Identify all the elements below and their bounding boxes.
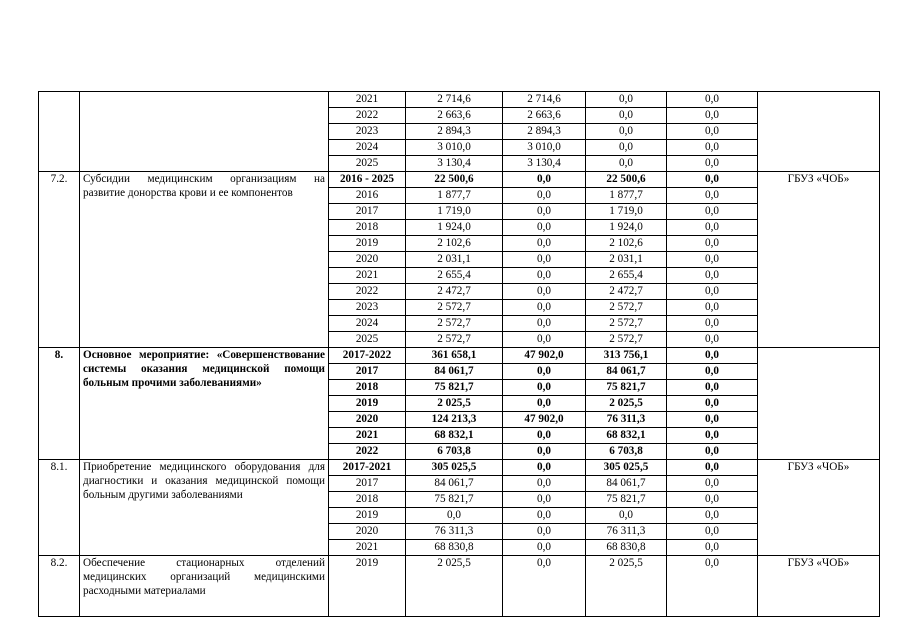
- other-cell: 0,0: [667, 188, 758, 204]
- federal-cell: 0,0: [503, 492, 586, 508]
- table-row: [39, 92, 880, 108]
- executor-cell: ГБУЗ «ЧОБ»: [758, 556, 880, 617]
- regional-cell: 2 655,4: [586, 268, 667, 284]
- total-cell: 0,0: [406, 508, 503, 524]
- regional-cell: 2 472,7: [586, 284, 667, 300]
- total-cell: 2 031,1: [406, 252, 503, 268]
- other-cell: 0,0: [667, 444, 758, 460]
- measure-name: Приобретение медицинского оборудования для диагностики и оказания медицинской помощи больным другими заболеваниями: [80, 460, 329, 556]
- year-cell: 2017-2021: [329, 460, 406, 476]
- year-cell: 2021: [329, 428, 406, 444]
- other-cell: 0,0: [667, 524, 758, 540]
- federal-cell: 0,0: [503, 396, 586, 412]
- measure-name: Основное мероприятие: «Совершенствование системы оказания медицинской помощи больным прочими заболеваниями»: [80, 348, 329, 460]
- federal-cell: 0,0: [503, 524, 586, 540]
- federal-cell: 2 894,3: [503, 124, 586, 140]
- federal-cell: 0,0: [503, 252, 586, 268]
- regional-cell: 76 311,3: [586, 412, 667, 428]
- year-cell: 2019: [329, 396, 406, 412]
- regional-cell: 75 821,7: [586, 380, 667, 396]
- year-cell: 2018: [329, 492, 406, 508]
- table-row: [39, 348, 880, 364]
- total-cell: 1 719,0: [406, 204, 503, 220]
- other-cell: 0,0: [667, 172, 758, 188]
- regional-cell: 1 719,0: [586, 204, 667, 220]
- year-cell: 2017: [329, 476, 406, 492]
- total-cell: 76 311,3: [406, 524, 503, 540]
- total-cell: 22 500,6: [406, 172, 503, 188]
- other-cell: 0,0: [667, 316, 758, 332]
- regional-cell: 2 031,1: [586, 252, 667, 268]
- federal-cell: 0,0: [503, 364, 586, 380]
- other-cell: 0,0: [667, 300, 758, 316]
- total-cell: 3 130,4: [406, 156, 503, 172]
- year-cell: 2025: [329, 156, 406, 172]
- federal-cell: 0,0: [503, 444, 586, 460]
- year-cell: 2021: [329, 92, 406, 108]
- regional-cell: 1 924,0: [586, 220, 667, 236]
- federal-cell: 0,0: [503, 476, 586, 492]
- federal-cell: 47 902,0: [503, 348, 586, 364]
- year-cell: 2020: [329, 252, 406, 268]
- regional-cell: 0,0: [586, 156, 667, 172]
- other-cell: 0,0: [667, 284, 758, 300]
- regional-cell: 1 877,7: [586, 188, 667, 204]
- federal-cell: 0,0: [503, 332, 586, 348]
- other-cell: 0,0: [667, 236, 758, 252]
- regional-cell: 2 572,7: [586, 332, 667, 348]
- total-cell: 124 213,3: [406, 412, 503, 428]
- measure-name: Субсидии медицинским организациям на развитие донорства крови и ее компонентов: [80, 172, 329, 348]
- total-cell: 6 703,8: [406, 444, 503, 460]
- other-cell: 0,0: [667, 364, 758, 380]
- other-cell: 0,0: [667, 396, 758, 412]
- table-body: [39, 92, 880, 617]
- regional-cell: 2 025,5: [586, 396, 667, 412]
- other-cell: 0,0: [667, 380, 758, 396]
- regional-cell: 2 572,7: [586, 316, 667, 332]
- year-cell: 2019: [329, 556, 406, 617]
- total-cell: 2 102,6: [406, 236, 503, 252]
- other-cell: 0,0: [667, 348, 758, 364]
- regional-cell: 22 500,6: [586, 172, 667, 188]
- federal-cell: 0,0: [503, 428, 586, 444]
- regional-cell: 313 756,1: [586, 348, 667, 364]
- year-cell: 2021: [329, 540, 406, 556]
- other-cell: 0,0: [667, 220, 758, 236]
- year-cell: 2019: [329, 236, 406, 252]
- total-cell: 305 025,5: [406, 460, 503, 476]
- year-cell: 2023: [329, 124, 406, 140]
- total-cell: 2 025,5: [406, 396, 503, 412]
- executor-cell: [758, 348, 880, 460]
- year-cell: 2017-2022: [329, 348, 406, 364]
- federal-cell: 0,0: [503, 508, 586, 524]
- regional-cell: 2 025,5: [586, 556, 667, 617]
- other-cell: 0,0: [667, 124, 758, 140]
- total-cell: 75 821,7: [406, 492, 503, 508]
- regional-cell: 0,0: [586, 508, 667, 524]
- year-cell: 2020: [329, 412, 406, 428]
- year-cell: 2018: [329, 220, 406, 236]
- regional-cell: 84 061,7: [586, 476, 667, 492]
- row-number: [39, 92, 80, 172]
- regional-cell: 0,0: [586, 108, 667, 124]
- year-cell: 2022: [329, 108, 406, 124]
- year-cell: 2016 - 2025: [329, 172, 406, 188]
- regional-cell: 2 572,7: [586, 300, 667, 316]
- regional-cell: 6 703,8: [586, 444, 667, 460]
- federal-cell: 0,0: [503, 188, 586, 204]
- total-cell: 2 472,7: [406, 284, 503, 300]
- federal-cell: 0,0: [503, 268, 586, 284]
- year-cell: 2025: [329, 332, 406, 348]
- other-cell: 0,0: [667, 140, 758, 156]
- federal-cell: 0,0: [503, 300, 586, 316]
- table-row: [39, 460, 880, 476]
- total-cell: 1 924,0: [406, 220, 503, 236]
- table-row: [39, 556, 880, 617]
- row-number: 8.2.: [39, 556, 80, 617]
- regional-cell: 68 832,1: [586, 428, 667, 444]
- total-cell: 68 830,8: [406, 540, 503, 556]
- regional-cell: 75 821,7: [586, 492, 667, 508]
- budget-table: [38, 91, 880, 617]
- federal-cell: 0,0: [503, 540, 586, 556]
- year-cell: 2021: [329, 268, 406, 284]
- regional-cell: 84 061,7: [586, 364, 667, 380]
- other-cell: 0,0: [667, 268, 758, 284]
- year-cell: 2024: [329, 316, 406, 332]
- year-cell: 2019: [329, 508, 406, 524]
- other-cell: 0,0: [667, 556, 758, 617]
- federal-cell: 0,0: [503, 556, 586, 617]
- federal-cell: 47 902,0: [503, 412, 586, 428]
- executor-cell: ГБУЗ «ЧОБ»: [758, 460, 880, 556]
- federal-cell: 3 010,0: [503, 140, 586, 156]
- federal-cell: 0,0: [503, 172, 586, 188]
- year-cell: 2022: [329, 444, 406, 460]
- row-number: 8.: [39, 348, 80, 460]
- total-cell: 1 877,7: [406, 188, 503, 204]
- other-cell: 0,0: [667, 332, 758, 348]
- regional-cell: 0,0: [586, 124, 667, 140]
- total-cell: 2 572,7: [406, 316, 503, 332]
- row-number: 8.1.: [39, 460, 80, 556]
- other-cell: 0,0: [667, 108, 758, 124]
- other-cell: 0,0: [667, 428, 758, 444]
- total-cell: 75 821,7: [406, 380, 503, 396]
- other-cell: 0,0: [667, 252, 758, 268]
- year-cell: 2017: [329, 204, 406, 220]
- measure-name: Обеспечение стационарных отделений медицинских организаций медицинскими расходными материалами: [80, 556, 329, 617]
- other-cell: 0,0: [667, 492, 758, 508]
- other-cell: 0,0: [667, 156, 758, 172]
- federal-cell: 0,0: [503, 460, 586, 476]
- executor-cell: [758, 92, 880, 172]
- other-cell: 0,0: [667, 412, 758, 428]
- federal-cell: 0,0: [503, 284, 586, 300]
- total-cell: 84 061,7: [406, 364, 503, 380]
- year-cell: 2016: [329, 188, 406, 204]
- total-cell: 2 714,6: [406, 92, 503, 108]
- table-row: [39, 172, 880, 188]
- other-cell: 0,0: [667, 92, 758, 108]
- federal-cell: 2 714,6: [503, 92, 586, 108]
- regional-cell: 0,0: [586, 92, 667, 108]
- federal-cell: 3 130,4: [503, 156, 586, 172]
- total-cell: 2 894,3: [406, 124, 503, 140]
- total-cell: 2 025,5: [406, 556, 503, 617]
- regional-cell: 305 025,5: [586, 460, 667, 476]
- executor-cell: ГБУЗ «ЧОБ»: [758, 172, 880, 348]
- regional-cell: 0,0: [586, 140, 667, 156]
- year-cell: 2022: [329, 284, 406, 300]
- regional-cell: 76 311,3: [586, 524, 667, 540]
- total-cell: 84 061,7: [406, 476, 503, 492]
- federal-cell: 0,0: [503, 380, 586, 396]
- measure-name: [80, 92, 329, 172]
- other-cell: 0,0: [667, 460, 758, 476]
- total-cell: 2 572,7: [406, 332, 503, 348]
- other-cell: 0,0: [667, 204, 758, 220]
- year-cell: 2017: [329, 364, 406, 380]
- other-cell: 0,0: [667, 476, 758, 492]
- federal-cell: 0,0: [503, 316, 586, 332]
- year-cell: 2018: [329, 380, 406, 396]
- row-number: 7.2.: [39, 172, 80, 348]
- year-cell: 2020: [329, 524, 406, 540]
- total-cell: 68 832,1: [406, 428, 503, 444]
- total-cell: 3 010,0: [406, 140, 503, 156]
- year-cell: 2024: [329, 140, 406, 156]
- other-cell: 0,0: [667, 508, 758, 524]
- year-cell: 2023: [329, 300, 406, 316]
- total-cell: 2 663,6: [406, 108, 503, 124]
- total-cell: 2 572,7: [406, 300, 503, 316]
- federal-cell: 0,0: [503, 236, 586, 252]
- total-cell: 361 658,1: [406, 348, 503, 364]
- total-cell: 2 655,4: [406, 268, 503, 284]
- regional-cell: 68 830,8: [586, 540, 667, 556]
- other-cell: 0,0: [667, 540, 758, 556]
- federal-cell: 2 663,6: [503, 108, 586, 124]
- regional-cell: 2 102,6: [586, 236, 667, 252]
- federal-cell: 0,0: [503, 204, 586, 220]
- federal-cell: 0,0: [503, 220, 586, 236]
